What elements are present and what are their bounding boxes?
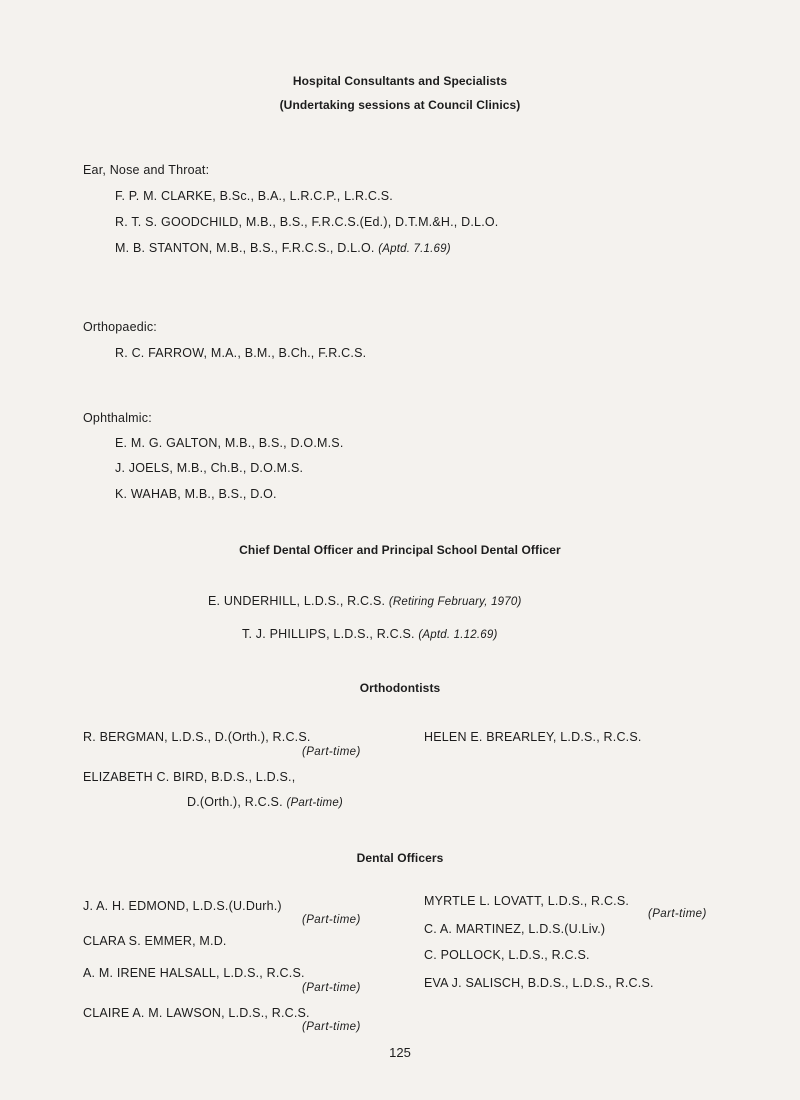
retiring-note: (Retiring February, 1970): [388, 596, 522, 608]
ent-entry: [115, 241, 451, 255]
orthopaedic-label: Orthopaedic:: [83, 320, 157, 334]
orthodontist-entry-continued: [187, 795, 343, 809]
ophthalmic-entry: E. M. G. GALTON, M.B., B.S., D.O.M.S.: [115, 436, 344, 450]
orthodontist-qualification: D.(Orth.), R.C.S.: [187, 795, 283, 809]
appointment-note: (Aptd. 7.1.69): [378, 243, 451, 255]
chief-dental-heading: Chief Dental Officer and Principal School Dental Officer: [239, 543, 561, 557]
part-time-note: (Part-time): [302, 982, 361, 994]
appointment-note: (Aptd. 1.12.69): [418, 629, 498, 641]
dental-officer-entry: CLAIRE A. M. LAWSON, L.D.S., R.C.S.: [83, 1006, 310, 1020]
part-time-note: (Part-time): [302, 746, 361, 758]
ent-label: Ear, Nose and Throat:: [83, 163, 210, 177]
dental-officer-entry: C. POLLOCK, L.D.S., R.C.S.: [424, 948, 590, 962]
ophthalmic-label: Ophthalmic:: [83, 411, 152, 425]
page-title: Hospital Consultants and Specialists: [292, 74, 508, 88]
page-subtitle: (Undertaking sessions at Council Clinics): [279, 98, 521, 112]
dental-officer-entry: MYRTLE L. LOVATT, L.D.S., R.C.S.: [424, 894, 630, 908]
orthodontist-entry: HELEN E. BREARLEY, L.D.S., R.C.S.: [424, 730, 642, 744]
ent-entry: R. T. S. GOODCHILD, M.B., B.S., F.R.C.S.(Ed.), D.T.M.&H., D.L.O.: [115, 215, 499, 229]
ophthalmic-entry: K. WAHAB, M.B., B.S., D.O.: [115, 487, 277, 501]
part-time-note: (Part-time): [286, 797, 343, 809]
chief-dental-name: E. UNDERHILL, L.D.S., R.C.S.: [208, 594, 386, 608]
chief-dental-entry: [208, 594, 521, 608]
part-time-note: (Part-time): [302, 914, 361, 926]
orthopaedic-entry: R. C. FARROW, M.A., B.M., B.Ch., F.R.C.S.: [115, 346, 367, 360]
dental-officers-heading: Dental Officers: [356, 851, 444, 865]
part-time-note: (Part-time): [302, 1021, 361, 1033]
orthodontist-entry: R. BERGMAN, L.D.S., D.(Orth.), R.C.S.: [83, 730, 311, 744]
page-number: 125: [389, 1045, 411, 1060]
dental-officer-entry: EVA J. SALISCH, B.D.S., L.D.S., R.C.S.: [424, 976, 654, 990]
part-time-note: (Part-time): [648, 908, 707, 920]
dental-officer-entry: A. M. IRENE HALSALL, L.D.S., R.C.S.: [83, 966, 305, 980]
dental-officer-entry: CLARA S. EMMER, M.D.: [83, 934, 227, 948]
chief-dental-entry: [242, 627, 497, 641]
orthodontist-entry: ELIZABETH C. BIRD, B.D.S., L.D.S.,: [83, 770, 296, 784]
dental-officer-entry: J. A. H. EDMOND, L.D.S.(U.Durh.): [83, 899, 282, 913]
dental-officer-entry: C. A. MARTINEZ, L.D.S.(U.Liv.): [424, 922, 606, 936]
chief-dental-name: T. J. PHILLIPS, L.D.S., R.C.S.: [242, 627, 415, 641]
ent-entry: F. P. M. CLARKE, B.Sc., B.A., L.R.C.P., L.R.C.S.: [115, 189, 393, 203]
ophthalmic-entry: J. JOELS, M.B., Ch.B., D.O.M.S.: [115, 461, 304, 475]
ent-entry-name: M. B. STANTON, M.B., B.S., F.R.C.S., D.L.O.: [115, 241, 375, 255]
orthodontists-heading: Orthodontists: [359, 681, 441, 695]
